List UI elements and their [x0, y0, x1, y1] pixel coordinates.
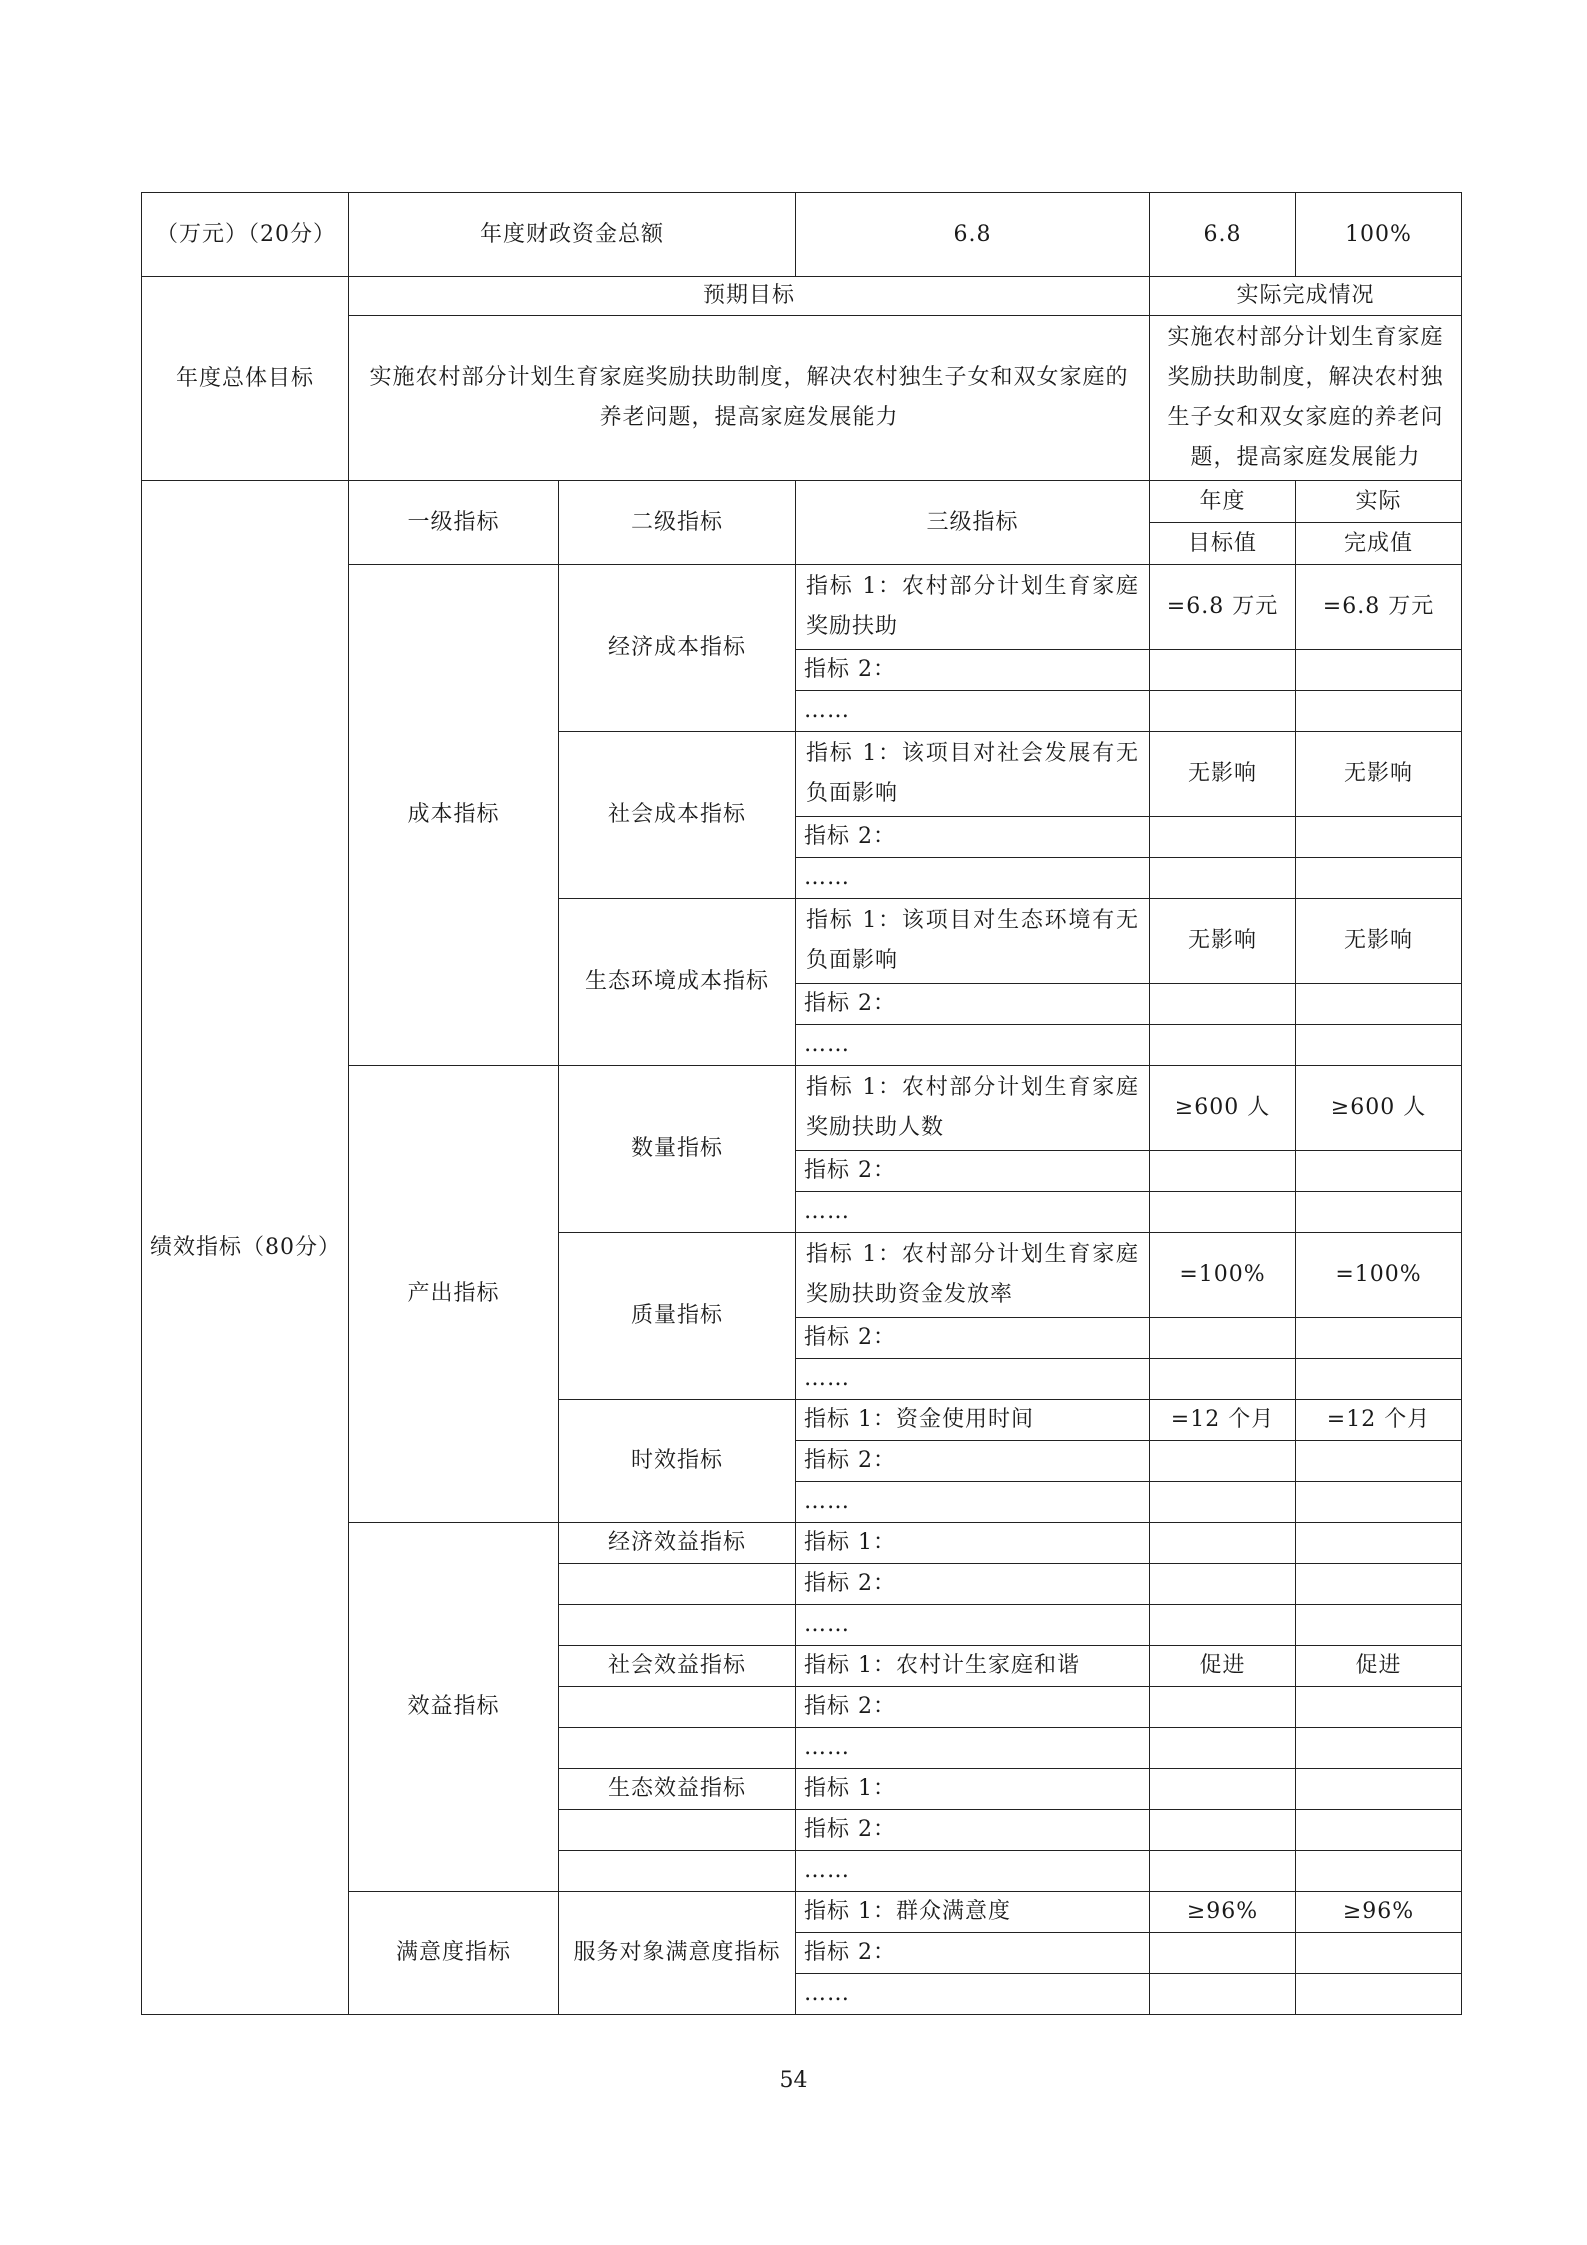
level2-eco-cost: 生态环境成本指标 [559, 899, 796, 1066]
empty-cell [1150, 691, 1296, 732]
empty-cell [1296, 1151, 1462, 1192]
empty-cell [1150, 858, 1296, 899]
empty-cell [1296, 1192, 1462, 1233]
actual-time-1: =12 个月 [1296, 1400, 1462, 1441]
level2-social-benefit: 社会效益指标 [559, 1646, 796, 1687]
actual-social-benefit-1: 促进 [1296, 1646, 1462, 1687]
expected-goal-text: 实施农村部分计划生育家庭奖励扶助制度，解决农村独生子女和双女家庭的养老问题，提高家庭发展能力 [349, 316, 1150, 481]
goal-label: 年度总体目标 [142, 277, 349, 481]
empty-cell [1296, 1359, 1462, 1400]
target-social-benefit-1: 促进 [1150, 1646, 1296, 1687]
performance-table [141, 192, 1462, 2015]
empty-cell [559, 1687, 796, 1728]
level3-placeholder: 指标 2： [796, 1318, 1150, 1359]
empty-cell [1296, 858, 1462, 899]
empty-cell [1296, 1564, 1462, 1605]
empty-cell [1150, 1523, 1296, 1564]
empty-cell [1296, 1851, 1462, 1892]
level3-ellipsis: …… [796, 691, 1150, 732]
empty-cell [559, 1728, 796, 1769]
level3-placeholder: 指标 2： [796, 1687, 1150, 1728]
unit-label: （万元）（20分） [142, 193, 349, 277]
level3-placeholder: 指标 2： [796, 650, 1150, 691]
level3-economic-cost-1: 指标 1：农村部分计划生育家庭奖励扶助 [796, 565, 1150, 650]
empty-cell [1150, 1151, 1296, 1192]
empty-cell [1296, 1441, 1462, 1482]
budget-value: 6.8 [796, 193, 1150, 277]
target-quality-1: =100% [1150, 1233, 1296, 1318]
actual-goal-text: 实施农村部分计划生育家庭奖励扶助制度，解决农村独生子女和双女家庭的养老问题，提高家庭发展能力 [1150, 316, 1462, 481]
level2-service-satisfaction: 服务对象满意度指标 [559, 1892, 796, 2015]
empty-cell [559, 1810, 796, 1851]
target-economic-cost-1: =6.8 万元 [1150, 565, 1296, 650]
empty-cell [1296, 1523, 1462, 1564]
col-target-bottom: 目标值 [1150, 523, 1296, 565]
indicator-section-label: 绩效指标（80分） [142, 481, 349, 2015]
empty-cell [1296, 1482, 1462, 1523]
target-eco-cost-1: 无影响 [1150, 899, 1296, 984]
level3-ellipsis: …… [796, 1359, 1150, 1400]
empty-cell [1296, 1687, 1462, 1728]
execution-rate: 100% [1296, 193, 1462, 277]
empty-cell [1150, 1359, 1296, 1400]
empty-cell [1150, 1482, 1296, 1523]
budget-item: 年度财政资金总额 [349, 193, 796, 277]
empty-cell [1296, 691, 1462, 732]
empty-cell [1296, 1728, 1462, 1769]
level3-time-1: 指标 1：资金使用时间 [796, 1400, 1150, 1441]
empty-cell [1150, 1605, 1296, 1646]
indicator-header-row-1 [142, 481, 1462, 523]
col-target-top: 年度 [1150, 481, 1296, 523]
empty-cell [559, 1851, 796, 1892]
actual-goal-header: 实际完成情况 [1150, 277, 1462, 316]
empty-cell [1150, 1810, 1296, 1851]
empty-cell [1150, 1441, 1296, 1482]
col-level2: 二级指标 [559, 481, 796, 565]
empty-cell [1150, 1687, 1296, 1728]
level2-economic-benefit: 经济效益指标 [559, 1523, 796, 1564]
level3-social-cost-1: 指标 1：该项目对社会发展有无负面影响 [796, 732, 1150, 817]
level3-eco-cost-1: 指标 1：该项目对生态环境有无负面影响 [796, 899, 1150, 984]
level2-quantity: 数量指标 [559, 1066, 796, 1233]
level3-placeholder: 指标 2： [796, 1564, 1150, 1605]
actual-economic-cost-1: =6.8 万元 [1296, 565, 1462, 650]
level1-benefit: 效益指标 [349, 1523, 559, 1892]
empty-cell [1296, 1810, 1462, 1851]
page-number: 54 [779, 2068, 808, 2093]
col-actual-top: 实际 [1296, 481, 1462, 523]
empty-cell [1150, 1728, 1296, 1769]
level3-placeholder: 指标 2： [796, 1441, 1150, 1482]
budget-row [142, 193, 1462, 277]
level1-output: 产出指标 [349, 1066, 559, 1523]
level3-placeholder: 指标 2： [796, 984, 1150, 1025]
level3-quality-1: 指标 1：农村部分计划生育家庭奖励扶助资金发放率 [796, 1233, 1150, 1318]
level3-placeholder: 指标 2： [796, 1810, 1150, 1851]
level2-quality: 质量指标 [559, 1233, 796, 1400]
level1-satisfaction: 满意度指标 [349, 1892, 559, 2015]
level3-placeholder: 指标 2： [796, 1933, 1150, 1974]
level2-eco-benefit: 生态效益指标 [559, 1769, 796, 1810]
empty-cell [1296, 984, 1462, 1025]
level3-placeholder: 指标 2： [796, 1151, 1150, 1192]
level2-social-cost: 社会成本指标 [559, 732, 796, 899]
empty-cell [1296, 1318, 1462, 1359]
level3-social-benefit-1: 指标 1：农村计生家庭和谐 [796, 1646, 1150, 1687]
target-satisfaction-1: ≥96% [1150, 1892, 1296, 1933]
level3-ellipsis: …… [796, 1482, 1150, 1523]
level3-ellipsis: …… [796, 1192, 1150, 1233]
empty-cell [1296, 1769, 1462, 1810]
actual-eco-cost-1: 无影响 [1296, 899, 1462, 984]
empty-cell [1150, 1564, 1296, 1605]
level3-ellipsis: …… [796, 858, 1150, 899]
empty-cell [1296, 1933, 1462, 1974]
actual-satisfaction-1: ≥96% [1296, 1892, 1462, 1933]
empty-cell [1296, 1974, 1462, 2015]
empty-cell [1296, 817, 1462, 858]
level2-economic-cost: 经济成本指标 [559, 565, 796, 732]
empty-cell [1296, 1025, 1462, 1066]
empty-cell [559, 1564, 796, 1605]
level3-quantity-1: 指标 1：农村部分计划生育家庭奖励扶助人数 [796, 1066, 1150, 1151]
col-actual-bottom: 完成值 [1296, 523, 1462, 565]
col-level1: 一级指标 [349, 481, 559, 565]
empty-cell [1150, 1025, 1296, 1066]
empty-cell [1150, 1192, 1296, 1233]
level3-econ-benefit-1: 指标 1： [796, 1523, 1150, 1564]
goal-header-row [142, 277, 1462, 316]
empty-cell [1150, 1933, 1296, 1974]
empty-cell [1150, 1769, 1296, 1810]
empty-cell [1150, 1318, 1296, 1359]
level3-ellipsis: …… [796, 1605, 1150, 1646]
empty-cell [1150, 984, 1296, 1025]
actual-quality-1: =100% [1296, 1233, 1462, 1318]
empty-cell [1150, 1851, 1296, 1892]
empty-cell [1150, 1974, 1296, 2015]
level3-ellipsis: …… [796, 1728, 1150, 1769]
target-time-1: =12 个月 [1150, 1400, 1296, 1441]
expected-goal-header: 预期目标 [349, 277, 1150, 316]
empty-cell [559, 1605, 796, 1646]
empty-cell [1296, 650, 1462, 691]
empty-cell [1150, 817, 1296, 858]
target-quantity-1: ≥600 人 [1150, 1066, 1296, 1151]
empty-cell [1150, 650, 1296, 691]
col-level3: 三级指标 [796, 481, 1150, 565]
level3-placeholder: 指标 2： [796, 817, 1150, 858]
level3-eco-benefit-1: 指标 1： [796, 1769, 1150, 1810]
level3-ellipsis: …… [796, 1851, 1150, 1892]
level3-ellipsis: …… [796, 1974, 1150, 2015]
actual-social-cost-1: 无影响 [1296, 732, 1462, 817]
target-social-cost-1: 无影响 [1150, 732, 1296, 817]
level3-ellipsis: …… [796, 1025, 1150, 1066]
level3-satisfaction-1: 指标 1：群众满意度 [796, 1892, 1150, 1933]
level1-cost: 成本指标 [349, 565, 559, 1066]
empty-cell [1296, 1605, 1462, 1646]
actual-value: 6.8 [1150, 193, 1296, 277]
actual-quantity-1: ≥600 人 [1296, 1066, 1462, 1151]
level2-timeliness: 时效指标 [559, 1400, 796, 1523]
